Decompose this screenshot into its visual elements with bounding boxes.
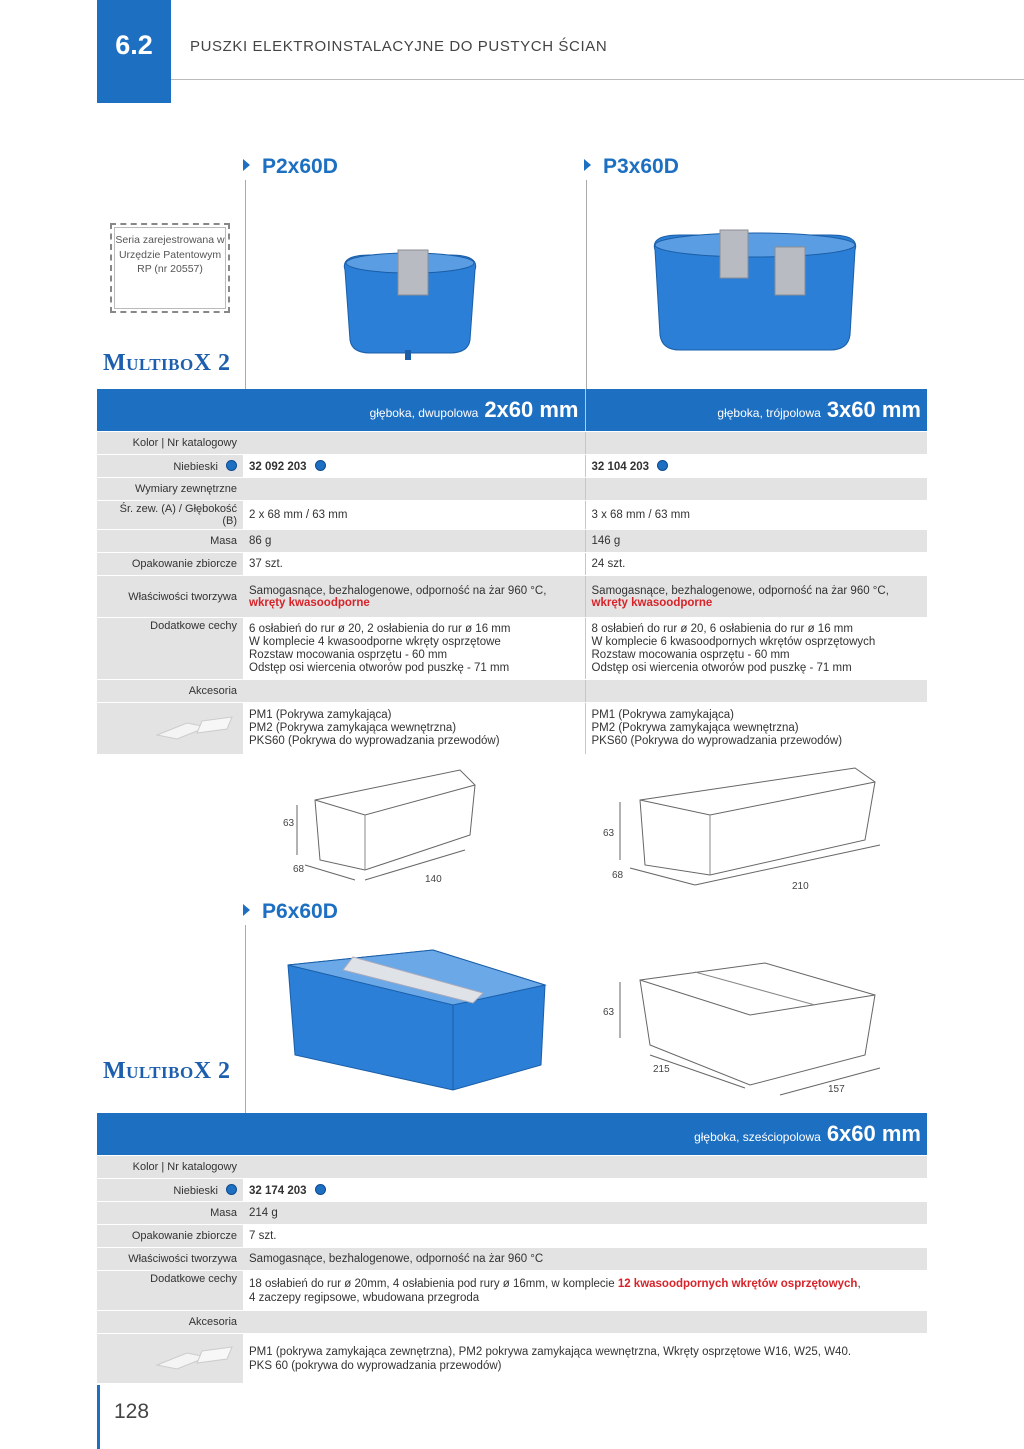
row-label: Masa — [97, 1202, 243, 1225]
product-photo-p6 — [283, 945, 553, 1095]
column-divider — [245, 925, 246, 1115]
table-row — [97, 1334, 927, 1384]
product-title-p2: P2x60D — [243, 155, 338, 179]
product-photo-p3 — [645, 225, 865, 365]
header-p2: głęboka, dwupolowa 2x60 mm — [243, 389, 585, 432]
dim-depth: 68 — [293, 864, 305, 875]
accessories-value: PM1 (Pokrywa zamykająca) PM2 (Pokrywa zamykająca wewnętrzna) PKS60 (Pokrywa do wyprowadzania przewodów) — [243, 703, 585, 755]
catalog-number: 32 174 203 — [249, 1184, 307, 1197]
table-row — [97, 576, 927, 618]
package-value: 37 szt. — [243, 553, 585, 576]
spec-table-top — [97, 389, 927, 755]
mass-value: 86 g — [243, 530, 585, 553]
row-label: Akcesoria — [97, 1311, 243, 1334]
table-row — [97, 501, 927, 530]
spec-table-bottom — [97, 1113, 927, 1384]
product-title-p6: P6x60D — [243, 900, 338, 924]
dimensions-value: 3 x 68 mm / 63 mm — [585, 501, 927, 530]
color-swatch-icon — [315, 460, 326, 471]
table-row — [97, 1248, 927, 1271]
row-label: Akcesoria — [97, 680, 243, 703]
accessories-value: PM1 (pokrywa zamykająca zewnętrzna), PM2 pokrywa zamykająca wewnętrzna, Wkręty osprzętowe W16, W25, W40. PKS 60 (pokrywa do wyprowadzania przewodów) — [243, 1334, 927, 1384]
dim-width: 215 — [653, 1064, 670, 1075]
row-label: Kolor | Nr katalogowy — [97, 1156, 243, 1179]
table-row — [97, 1271, 927, 1311]
dim-height: 63 — [283, 818, 295, 829]
features-value: 8 osłabień do rur ø 20, 6 osłabienia do rur ø 16 mm W komplecie 6 kwasoodpornych wkrętów osprzętowych Rozstaw mocowania osprzętu - 60 mm Odstęp osi wiercenia otworów pod puszkę - 71 mm — [585, 618, 927, 680]
row-label: Dodatkowe cechy — [97, 618, 243, 680]
header-divider — [171, 79, 1024, 80]
section-number: 6.2 — [115, 30, 153, 60]
column-divider — [586, 180, 587, 390]
dim-width: 140 — [425, 874, 442, 885]
row-label: Wymiary zewnętrzne — [97, 478, 243, 501]
catalog-number: 32 104 203 — [591, 460, 650, 473]
product-photo-p2 — [330, 245, 490, 365]
table-row — [97, 432, 927, 455]
product-title-p3: P3x60D — [584, 155, 679, 179]
arrow-icon — [584, 159, 591, 171]
table-row — [97, 455, 927, 478]
section-title: PUSZKI ELEKTROINSTALACYJNE DO PUSTYCH ŚCIAN — [190, 38, 608, 55]
page-marker — [97, 1385, 100, 1449]
row-label: Masa — [97, 530, 243, 553]
accessories-value: PM1 (Pokrywa zamykająca) PM2 (Pokrywa zamykająca wewnętrzna) PKS60 (Pokrywa do wyprowadzania przewodów) — [585, 703, 927, 755]
dim-depth: 157 — [828, 1084, 845, 1095]
material-value: Samogasnące, bezhalogenowe, odporność na żar 960 °C — [243, 1248, 927, 1271]
table-row — [97, 618, 927, 680]
brand-logo: MultiboX 2 — [103, 350, 231, 376]
color-swatch-icon — [226, 1184, 237, 1195]
brand-logo: MultiboX 2 — [103, 1058, 231, 1084]
catalog-number: 32 092 203 — [249, 460, 307, 473]
row-label: Kolor | Nr katalogowy — [97, 432, 243, 455]
color-swatch-icon — [657, 460, 668, 471]
technical-drawing-p3 — [600, 760, 890, 895]
material-value: Samogasnące, bezhalogenowe, odporność na żar 960 °C, wkręty kwasoodporne — [243, 576, 585, 618]
table-row — [97, 1179, 927, 1202]
package-value: 24 szt. — [585, 553, 927, 576]
table-row — [97, 680, 927, 703]
row-label: Opakowanie zbiorcze — [97, 553, 243, 576]
row-label: Niebieski — [97, 455, 243, 478]
table-row — [97, 1311, 927, 1334]
accessory-image — [97, 703, 243, 755]
table-row — [97, 530, 927, 553]
patent-stamp: Seria zarejestrowana w Urzędzie Patentowym RP (nr 20557) — [110, 223, 230, 313]
technical-drawing-p2 — [275, 760, 485, 890]
package-value: 7 szt. — [243, 1225, 927, 1248]
table-row — [97, 703, 927, 755]
technical-drawing-p6 — [595, 960, 895, 1100]
table-row — [97, 553, 927, 576]
material-value: Samogasnące, bezhalogenowe, odporność na żar 960 °C, wkręty kwasoodporne — [585, 576, 927, 618]
accessory-image — [97, 1334, 243, 1384]
dim-height: 63 — [603, 1007, 615, 1018]
row-label: Niebieski — [97, 1179, 243, 1202]
color-swatch-icon — [315, 1184, 326, 1195]
row-label: Właściwości tworzywa — [97, 576, 243, 618]
arrow-icon — [243, 159, 250, 171]
table-row — [97, 1156, 927, 1179]
header-p6: głęboka, sześciopolowa 6x60 mm — [243, 1113, 927, 1156]
features-value: 18 osłabień do rur ø 20mm, 4 osłabienia pod rury ø 16mm, w komplecie 12 kwasoodpornych wkrętów osprzętowych, 4 zaczepy regipsowe, wbudowana przegroda — [243, 1271, 927, 1311]
color-swatch-icon — [226, 460, 237, 471]
table-row — [97, 478, 927, 501]
row-label: Dodatkowe cechy — [97, 1271, 243, 1311]
mass-value: 214 g — [243, 1202, 927, 1225]
column-divider — [245, 180, 246, 390]
header-p3: głęboka, trójpolowa 3x60 mm — [585, 389, 927, 432]
dimensions-value: 2 x 68 mm / 63 mm — [243, 501, 585, 530]
table-row — [97, 1202, 927, 1225]
page-number: 128 — [114, 1400, 150, 1423]
dim-width: 210 — [792, 881, 809, 892]
table-header-row — [97, 389, 927, 432]
table-row — [97, 1225, 927, 1248]
arrow-icon — [243, 904, 250, 916]
dim-depth: 68 — [612, 870, 624, 881]
features-value: 6 osłabień do rur ø 20, 2 osłabienia do rur ø 16 mm W komplecie 4 kwasoodporne wkręty osprzętowe Rozstaw mocowania osprzętu - 60 mm Odstęp osi wiercenia otworów pod puszkę - 71 mm — [243, 618, 585, 680]
row-label: Opakowanie zbiorcze — [97, 1225, 243, 1248]
dim-height: 63 — [603, 828, 615, 839]
mass-value: 146 g — [585, 530, 927, 553]
row-label: Śr. zew. (A) / Głębokość (B) — [97, 501, 243, 530]
table-header-row — [97, 1113, 927, 1156]
row-label: Właściwości tworzywa — [97, 1248, 243, 1271]
